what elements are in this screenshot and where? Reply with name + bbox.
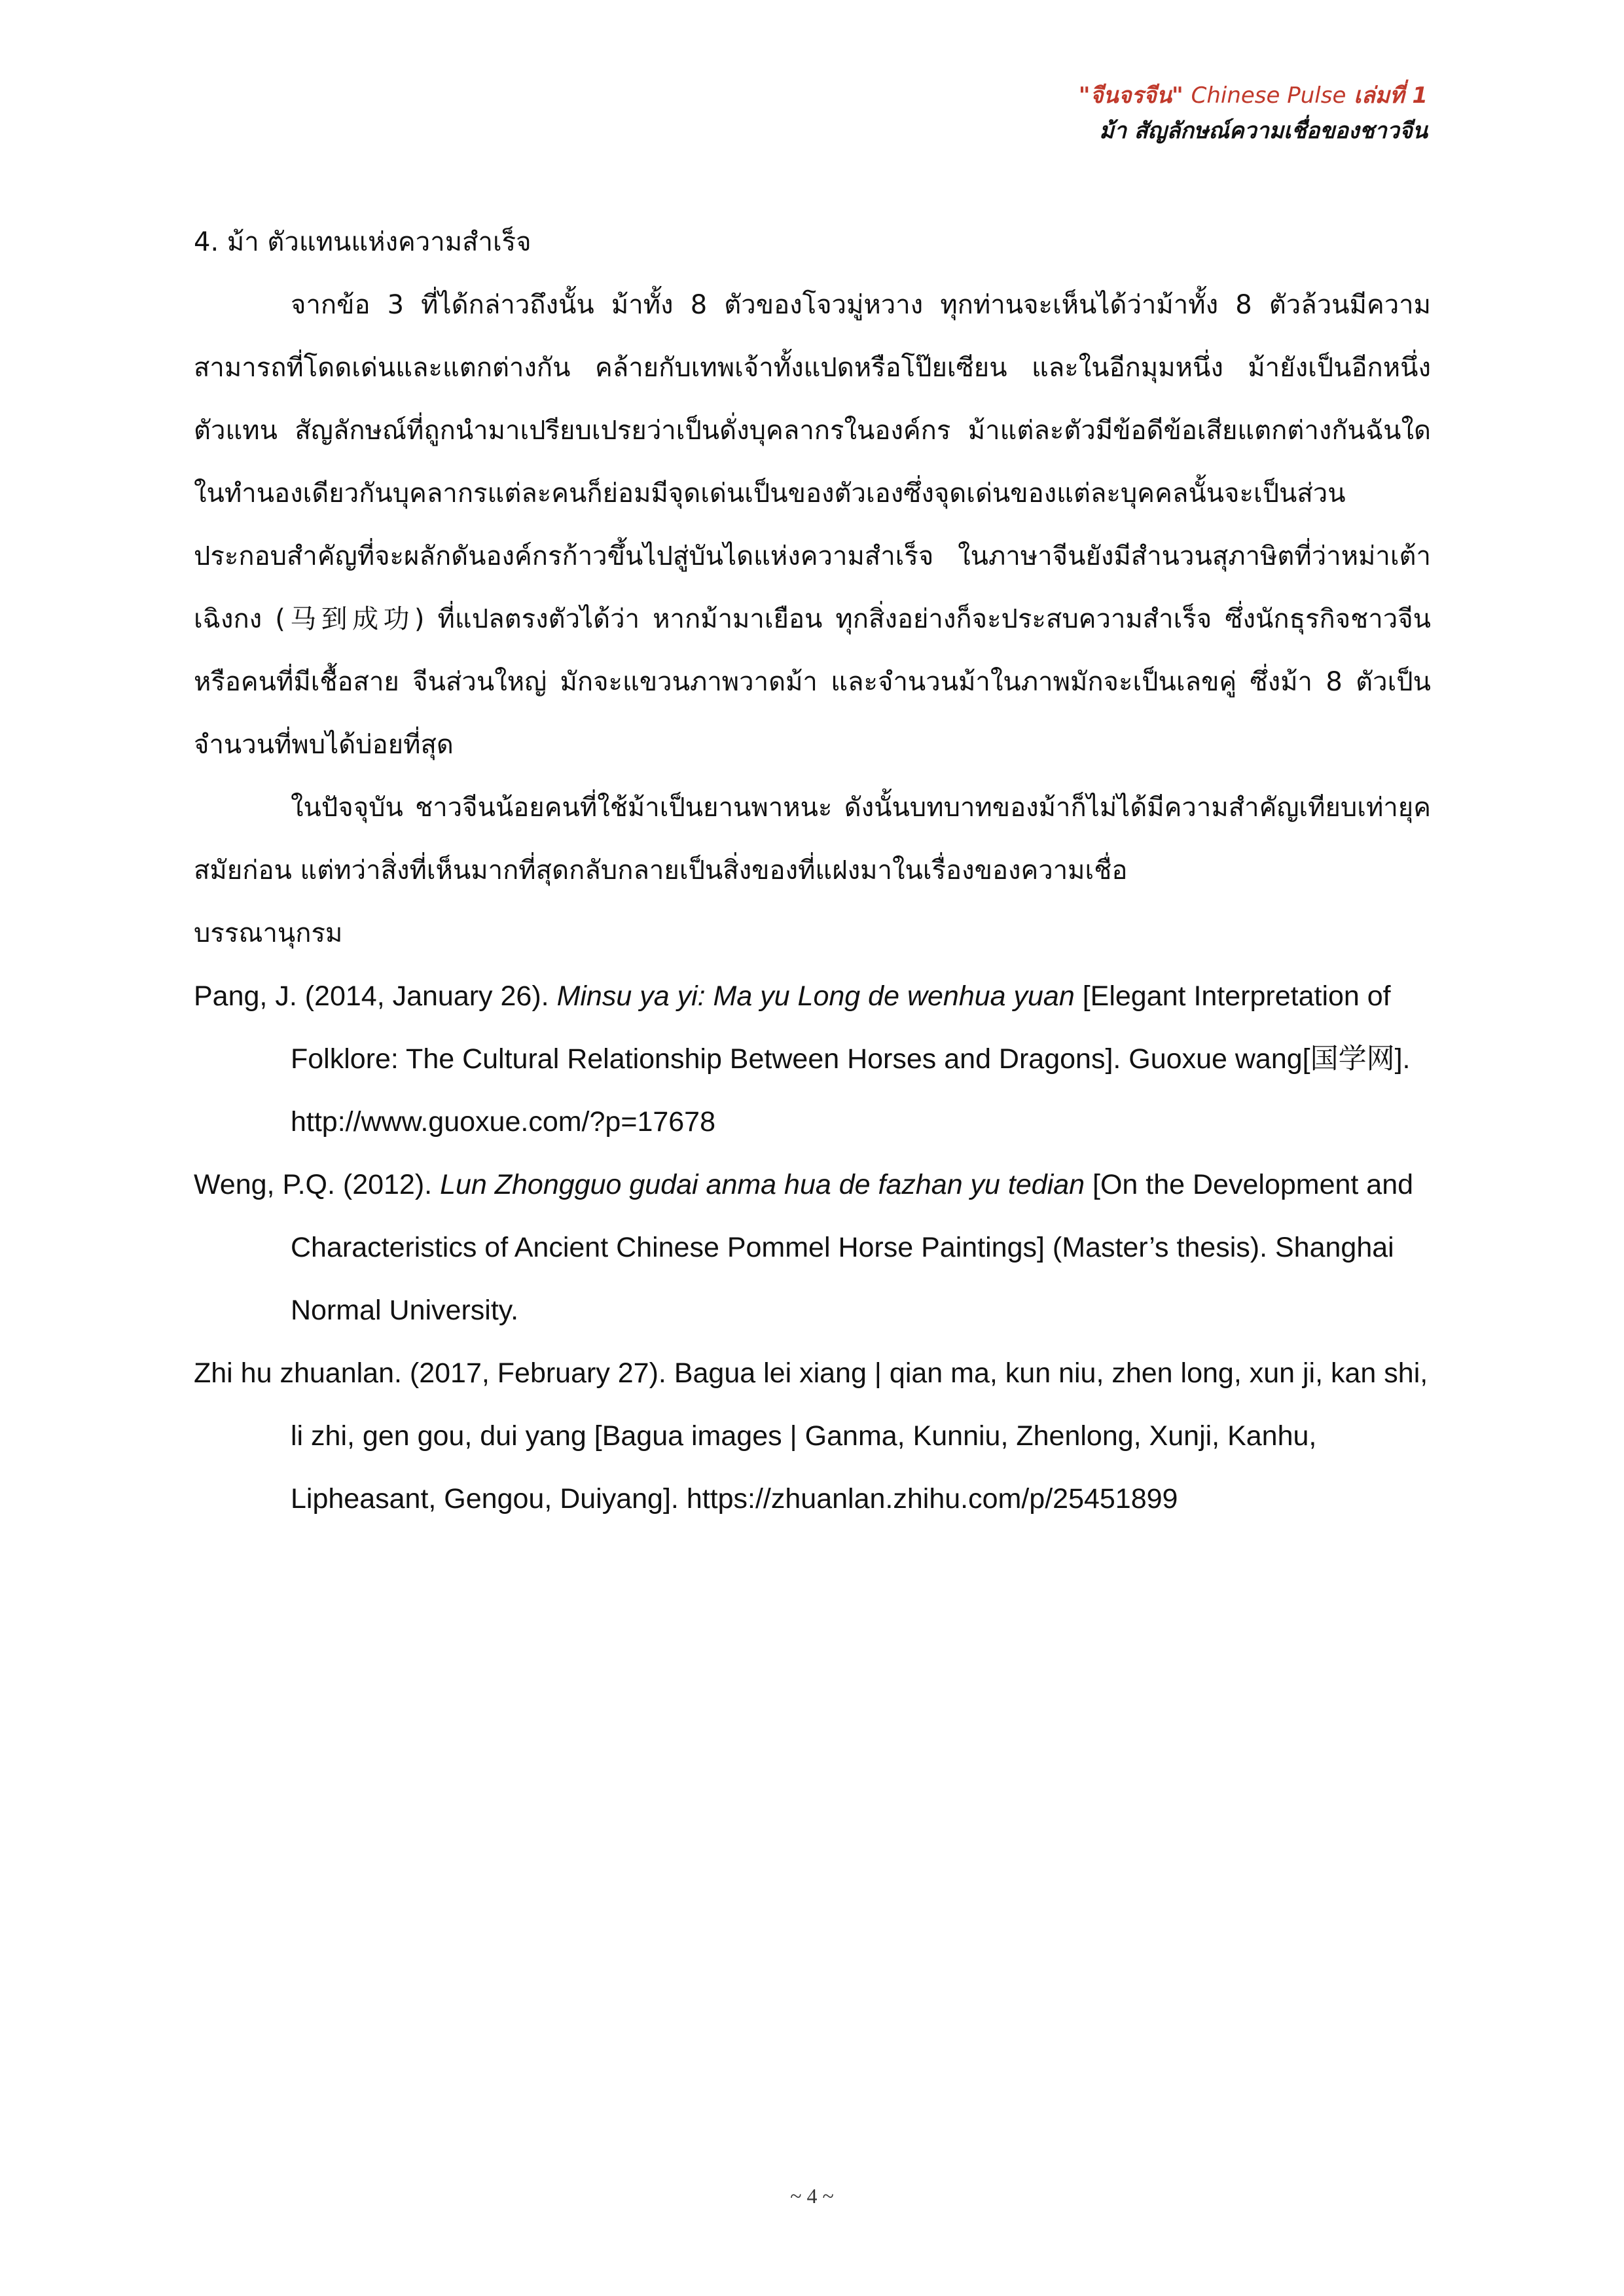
series-thai-title: "จีนจรจีน" [1078,82,1183,109]
running-header [1079,79,1428,149]
series-english-title: Chinese Pulse [1191,82,1346,109]
entry-title: Lun Zhongguo gudai anma hua de fazhan yu tedian [440,1169,1085,1200]
bibliography-entry [194,1342,1431,1530]
page-number: ~ 4 ~ [790,2184,834,2208]
bibliography-entry [194,1153,1431,1342]
bibliography-heading: บรรณานุกรม [194,918,343,948]
entry-text: Zhi hu zhuanlan. (2017, February 27). Bagua lei xiang | qian ma, kun niu, zhen long, xun ji, kan shi, li zhi, gen gou, dui yang [Bagua images | Ganma, Kunniu, Zhenlong, Xunji, Kanhu, Lipheasant, Gengou, Duiyang]. https://zhuanlan.zhihu.com/p/25451899 [194,1357,1428,1515]
bibliography-entry [194,965,1431,1153]
volume-label: เล่มที่ 1 [1354,82,1428,109]
bibliography-list [194,965,1431,1530]
entry-details: [Elegant Interpretation of Folklore: The Cultural Relationship Between Horses and Dragons]. Guoxue wang[国学网]. http://www.guoxue.com/?p=17678 [291,980,1411,1138]
page-body [194,211,1431,1530]
section-heading: 4. ม้า ตัวแทนแห่งความสำเร็จ [194,227,532,257]
running-header-subtitle: ม้า สัญลักษณ์ความเชื่อของชาวจีน [1099,118,1428,144]
body-paragraph-1: จากข้อ 3 ที่ได้กล่าวถึงนั้น ม้าทั้ง 8 ตัวของโจวมู่หวาง ทุกท่านจะเห็นได้ว่าม้าทั้ง 8 ตัวล้วนมีความสามารถที่โดดเด่นและแตกต่างกัน คล้ายกับเทพเจ้าทั้งแปดหรือโป๊ยเซียน และในอีกมุมหนึ่ง ม้ายังเป็นอีกหนึ่งตัวแทน สัญลักษณ์ที่ถูกนำมาเปรียบเปรยว่าเป็นดั่งบุคลากรในองค์กร ม้าแต่ละตัวมีข้อดีข้อเสียแตกต่างกันฉันใด ในทำนองเดียวกันบุคลากรแต่ละคนก็ย่อมมีจุดเด่นเป็นของตัวเองซึ่งจุดเด่นของแต่ละบุคคลนั้นจะเป็นส่วนประกอบสำคัญที่จะผลักดันองค์กรก้าวขึ้นไปสู่บันไดแห่งความสำเร็จ ในภาษาจีนยังมีสำนวนสุภาษิตที่ว่าหม่าเต้าเฉิงกง (马到成功) ที่แปลตรงตัวได้ว่า หากม้ามาเยือน ทุกสิ่งอย่างก็จะประสบความสำเร็จ ซึ่งนักธุรกิจชาวจีน หรือคนที่มีเชื้อสาย จีนส่วนใหญ่ มักจะแขวนภาพวาดม้า และจำนวนม้าในภาพมักจะเป็นเลขคู่ ซึ่งม้า 8 ตัวเป็นจำนวนที่พบได้บ่อยที่สุด [194,290,1431,760]
entry-author-date: Weng, P.Q. (2012). [194,1169,441,1200]
entry-author-date: Pang, J. (2014, January 26). [194,980,557,1012]
running-header-title-line [1079,79,1428,113]
entry-details: [On the Development and Characteristics of Ancient Chinese Pommel Horse Paintings] (Master’s thesis). Shanghai Normal University. [291,1169,1414,1326]
entry-title: Minsu ya yi: Ma yu Long de wenhua yuan [556,980,1075,1012]
body-paragraph-2: ในปัจจุบัน ชาวจีนน้อยคนที่ใช้ม้าเป็นยานพาหนะ ดังนั้นบทบาทของม้าก็ไม่ได้มีความสำคัญเทียบเท่ายุคสมัยก่อน แต่ทว่าสิ่งที่เห็นมากที่สุดกลับกลายเป็นสิ่งของที่แฝงมาในเรื่องของความเชื่อ [194,793,1431,886]
